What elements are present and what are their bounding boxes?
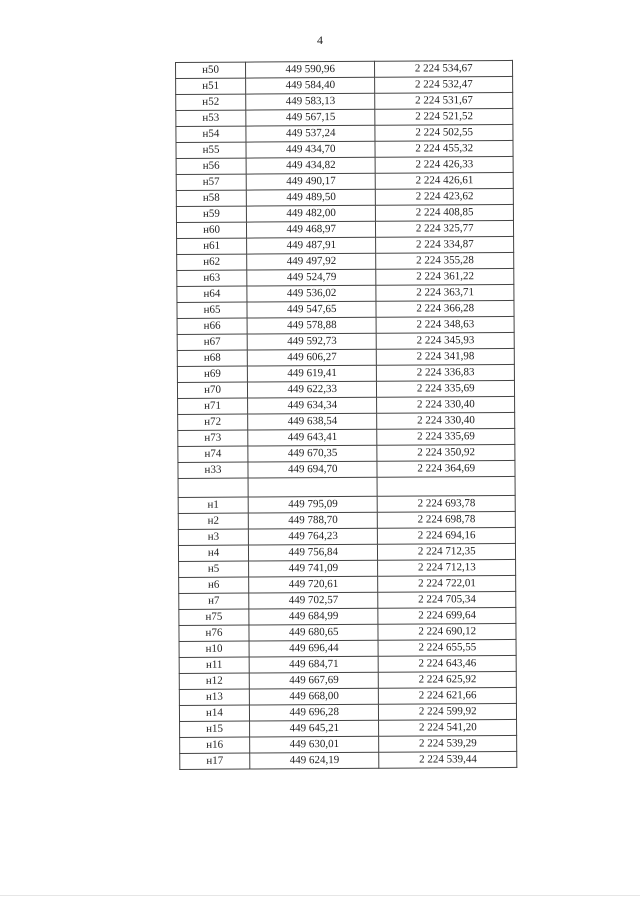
table-row bbox=[177, 348, 514, 366]
point-name-cell: н17 bbox=[180, 753, 250, 769]
table-row bbox=[180, 751, 517, 769]
table-row bbox=[176, 172, 513, 190]
x-coordinate-cell: 449 624,19 bbox=[250, 752, 380, 769]
y-coordinate-cell: 2 224 705,34 bbox=[378, 591, 516, 608]
x-coordinate-cell: 449 684,71 bbox=[249, 656, 379, 673]
table-row bbox=[176, 60, 513, 78]
table-row bbox=[179, 607, 516, 625]
y-coordinate-cell: 2 224 325,77 bbox=[376, 220, 514, 237]
table-row bbox=[179, 639, 516, 657]
coordinates-table-body bbox=[176, 60, 517, 769]
x-coordinate-cell: 449 668,00 bbox=[249, 688, 379, 705]
point-name-cell: н52 bbox=[176, 94, 246, 110]
point-name-cell: н73 bbox=[178, 430, 248, 446]
table-row bbox=[180, 735, 517, 753]
x-coordinate-cell: 449 643,41 bbox=[248, 429, 378, 446]
table-row bbox=[180, 719, 517, 737]
table-row bbox=[178, 428, 515, 446]
point-name-cell: н70 bbox=[177, 382, 247, 398]
table-row bbox=[177, 300, 514, 318]
y-coordinate-cell: 2 224 363,71 bbox=[376, 284, 514, 301]
y-coordinate-cell: 2 224 531,67 bbox=[375, 92, 513, 109]
y-coordinate-cell: 2 224 355,28 bbox=[376, 252, 514, 269]
point-name-cell: н62 bbox=[177, 254, 247, 270]
table-row bbox=[178, 476, 515, 497]
x-coordinate-cell: 449 592,73 bbox=[247, 333, 377, 350]
point-name-cell: н50 bbox=[176, 62, 246, 78]
x-coordinate-cell: 449 584,40 bbox=[246, 77, 376, 94]
point-name-cell: н2 bbox=[178, 513, 248, 529]
table-row bbox=[178, 412, 515, 430]
table-row bbox=[178, 396, 515, 414]
x-coordinate-cell: 449 696,44 bbox=[249, 640, 379, 657]
x-coordinate-cell: 449 670,35 bbox=[248, 445, 378, 462]
y-coordinate-cell: 2 224 334,87 bbox=[376, 236, 514, 253]
page-number: 4 bbox=[317, 33, 323, 47]
x-coordinate-cell: 449 434,82 bbox=[246, 157, 376, 174]
x-coordinate-cell: 449 694,70 bbox=[248, 461, 378, 478]
point-name-cell: н6 bbox=[179, 577, 249, 593]
y-coordinate-cell: 2 224 361,22 bbox=[376, 268, 514, 285]
point-name-cell: н76 bbox=[179, 625, 249, 641]
point-name-cell: н54 bbox=[176, 126, 246, 142]
y-coordinate-cell: 2 224 690,12 bbox=[378, 623, 516, 640]
point-name-cell: н10 bbox=[179, 641, 249, 657]
y-coordinate-cell: 2 224 722,01 bbox=[378, 575, 516, 592]
table-row bbox=[179, 591, 516, 609]
x-coordinate-cell: 449 567,15 bbox=[246, 109, 376, 126]
table-row bbox=[179, 559, 516, 577]
x-coordinate-cell: 449 645,21 bbox=[250, 720, 380, 737]
x-coordinate-cell: 449 680,65 bbox=[249, 624, 379, 641]
point-name-cell: н72 bbox=[178, 414, 248, 430]
point-name-cell: н61 bbox=[177, 238, 247, 254]
point-name-cell: н65 bbox=[177, 302, 247, 318]
point-name-cell: н33 bbox=[178, 462, 248, 478]
y-coordinate-cell: 2 224 643,46 bbox=[379, 655, 517, 672]
y-coordinate-cell: 2 224 348,63 bbox=[377, 316, 515, 333]
table-row bbox=[177, 268, 514, 286]
y-coordinate-cell: 2 224 364,69 bbox=[377, 460, 515, 477]
point-name-cell: н5 bbox=[179, 561, 249, 577]
x-coordinate-cell: 449 490,17 bbox=[246, 173, 376, 190]
y-coordinate-cell: 2 224 534,67 bbox=[375, 60, 513, 77]
x-coordinate-cell: 449 468,97 bbox=[246, 221, 376, 238]
x-coordinate-cell: 449 497,92 bbox=[247, 253, 377, 270]
table-row bbox=[177, 364, 514, 382]
point-name-cell: н58 bbox=[176, 190, 246, 206]
table-row bbox=[176, 220, 513, 238]
point-name-cell: н1 bbox=[178, 497, 248, 513]
y-coordinate-cell: 2 224 539,44 bbox=[379, 751, 517, 768]
coordinates-table bbox=[175, 60, 517, 770]
x-coordinate-cell: 449 638,54 bbox=[248, 413, 378, 430]
x-coordinate-cell: 449 537,24 bbox=[246, 125, 376, 142]
x-coordinate-cell: 449 720,61 bbox=[249, 576, 379, 593]
y-coordinate-cell: 2 224 655,55 bbox=[379, 639, 517, 656]
point-name-cell: н75 bbox=[179, 609, 249, 625]
y-coordinate-cell bbox=[378, 476, 516, 496]
x-coordinate-cell: 449 482,00 bbox=[246, 205, 376, 222]
y-coordinate-cell: 2 224 541,20 bbox=[379, 719, 517, 736]
x-coordinate-cell: 449 583,13 bbox=[246, 93, 376, 110]
x-coordinate-cell: 449 547,65 bbox=[247, 301, 377, 318]
x-coordinate-cell: 449 702,57 bbox=[249, 592, 379, 609]
x-coordinate-cell: 449 696,28 bbox=[249, 704, 379, 721]
x-coordinate-cell: 449 756,84 bbox=[248, 544, 378, 561]
table-row bbox=[176, 204, 513, 222]
point-name-cell: н71 bbox=[178, 398, 248, 414]
y-coordinate-cell: 2 224 330,40 bbox=[377, 412, 515, 429]
y-coordinate-cell: 2 224 426,33 bbox=[376, 156, 514, 173]
point-name-cell: н69 bbox=[177, 366, 247, 382]
y-coordinate-cell: 2 224 341,98 bbox=[377, 348, 515, 365]
table-row bbox=[178, 527, 515, 545]
y-coordinate-cell: 2 224 693,78 bbox=[378, 495, 516, 512]
x-coordinate-cell: 449 434,70 bbox=[246, 141, 376, 158]
x-coordinate-cell: 449 489,50 bbox=[246, 189, 376, 206]
table-row bbox=[176, 76, 513, 94]
point-name-cell: н63 bbox=[177, 270, 247, 286]
x-coordinate-cell: 449 578,88 bbox=[247, 317, 377, 334]
point-name-cell: н64 bbox=[177, 286, 247, 302]
y-coordinate-cell: 2 224 366,28 bbox=[376, 300, 514, 317]
point-name-cell: н11 bbox=[179, 657, 249, 673]
y-coordinate-cell: 2 224 625,92 bbox=[379, 671, 517, 688]
point-name-cell: н68 bbox=[177, 350, 247, 366]
x-coordinate-cell: 449 764,23 bbox=[248, 528, 378, 545]
y-coordinate-cell: 2 224 350,92 bbox=[377, 444, 515, 461]
x-coordinate-cell: 449 606,27 bbox=[247, 349, 377, 366]
y-coordinate-cell: 2 224 423,62 bbox=[376, 188, 514, 205]
x-coordinate-cell: 449 590,96 bbox=[246, 61, 376, 78]
table-row bbox=[176, 108, 513, 126]
x-coordinate-cell: 449 487,91 bbox=[247, 237, 377, 254]
table-row bbox=[178, 543, 515, 561]
x-coordinate-cell: 449 524,79 bbox=[247, 269, 377, 286]
y-coordinate-cell: 2 224 330,40 bbox=[377, 396, 515, 413]
x-coordinate-cell: 449 795,09 bbox=[248, 496, 378, 513]
page-bottom-edge bbox=[0, 895, 640, 896]
point-name-cell: н57 bbox=[176, 174, 246, 190]
y-coordinate-cell: 2 224 712,35 bbox=[378, 543, 516, 560]
table-row bbox=[179, 703, 516, 721]
point-name-cell: н12 bbox=[179, 673, 249, 689]
table-row bbox=[176, 140, 513, 158]
y-coordinate-cell: 2 224 502,55 bbox=[375, 124, 513, 141]
x-coordinate-cell: 449 684,99 bbox=[249, 608, 379, 625]
table-row bbox=[178, 511, 515, 529]
x-coordinate-cell: 449 622,33 bbox=[247, 381, 377, 398]
y-coordinate-cell: 2 224 532,47 bbox=[375, 76, 513, 93]
table-row bbox=[179, 623, 516, 641]
y-coordinate-cell: 2 224 335,69 bbox=[377, 428, 515, 445]
table-row bbox=[179, 655, 516, 673]
x-coordinate-cell: 449 630,01 bbox=[250, 736, 380, 753]
point-name-cell: н56 bbox=[176, 158, 246, 174]
table-row bbox=[177, 252, 514, 270]
y-coordinate-cell: 2 224 455,32 bbox=[375, 140, 513, 157]
x-coordinate-cell: 449 788,70 bbox=[248, 512, 378, 529]
x-coordinate-cell: 449 634,34 bbox=[248, 397, 378, 414]
table-row bbox=[178, 444, 515, 462]
table-row bbox=[178, 460, 515, 478]
y-coordinate-cell: 2 224 335,69 bbox=[377, 380, 515, 397]
point-name-cell: н15 bbox=[180, 721, 250, 737]
table-row bbox=[177, 380, 514, 398]
table-row bbox=[176, 124, 513, 142]
y-coordinate-cell: 2 224 698,78 bbox=[378, 511, 516, 528]
table-row bbox=[178, 495, 515, 513]
table-row bbox=[179, 575, 516, 593]
x-coordinate-cell: 449 536,02 bbox=[247, 285, 377, 302]
point-name-cell: н74 bbox=[178, 446, 248, 462]
point-name-cell: н4 bbox=[178, 545, 248, 561]
y-coordinate-cell: 2 224 699,64 bbox=[378, 607, 516, 624]
y-coordinate-cell: 2 224 621,66 bbox=[379, 687, 517, 704]
table-row bbox=[176, 188, 513, 206]
point-name-cell bbox=[178, 478, 248, 497]
y-coordinate-cell: 2 224 336,83 bbox=[377, 364, 515, 381]
point-name-cell: н13 bbox=[179, 689, 249, 705]
y-coordinate-cell: 2 224 408,85 bbox=[376, 204, 514, 221]
x-coordinate-cell bbox=[248, 477, 378, 497]
point-name-cell: н59 bbox=[176, 206, 246, 222]
y-coordinate-cell: 2 224 712,13 bbox=[378, 559, 516, 576]
y-coordinate-cell: 2 224 521,52 bbox=[375, 108, 513, 125]
point-name-cell: н53 bbox=[176, 110, 246, 126]
table-row bbox=[176, 156, 513, 174]
y-coordinate-cell: 2 224 599,92 bbox=[379, 703, 517, 720]
x-coordinate-cell: 449 741,09 bbox=[249, 560, 379, 577]
point-name-cell: н7 bbox=[179, 593, 249, 609]
point-name-cell: н67 bbox=[177, 334, 247, 350]
table-row bbox=[177, 332, 514, 350]
y-coordinate-cell: 2 224 345,93 bbox=[377, 332, 515, 349]
table-row bbox=[179, 687, 516, 705]
x-coordinate-cell: 449 619,41 bbox=[247, 365, 377, 382]
point-name-cell: н3 bbox=[178, 529, 248, 545]
y-coordinate-cell: 2 224 426,61 bbox=[376, 172, 514, 189]
x-coordinate-cell: 449 667,69 bbox=[249, 672, 379, 689]
point-name-cell: н55 bbox=[176, 142, 246, 158]
table-row bbox=[177, 284, 514, 302]
point-name-cell: н66 bbox=[177, 318, 247, 334]
y-coordinate-cell: 2 224 694,16 bbox=[378, 527, 516, 544]
point-name-cell: н14 bbox=[179, 705, 249, 721]
table-row bbox=[177, 316, 514, 334]
point-name-cell: н60 bbox=[176, 222, 246, 238]
point-name-cell: н16 bbox=[180, 737, 250, 753]
table-row bbox=[179, 671, 516, 689]
table-row bbox=[176, 92, 513, 110]
y-coordinate-cell: 2 224 539,29 bbox=[379, 735, 517, 752]
point-name-cell: н51 bbox=[176, 78, 246, 94]
table-row bbox=[177, 236, 514, 254]
